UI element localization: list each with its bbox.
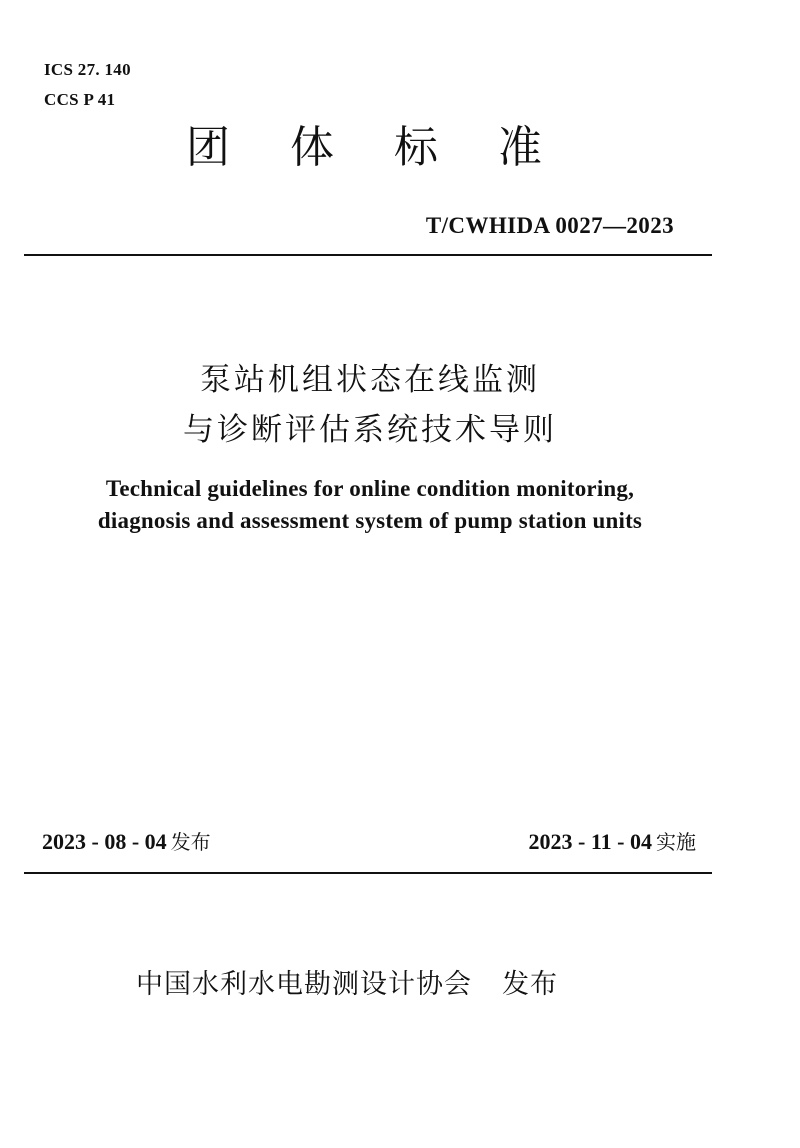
ccs-code: CCS P 41 [44, 90, 116, 109]
publisher-name: 中国水利水电勘测设计协会 [136, 969, 472, 1000]
bottom-divider [24, 872, 712, 874]
implementation-date-value: 2023 - 11 - 04 [528, 829, 652, 854]
english-title-line-1: Technical guidelines for online condition monitoring, [105, 476, 635, 501]
top-divider [24, 254, 712, 256]
english-title-line-2: diagnosis and assessment system of pump station units [97, 508, 643, 533]
publisher-line [136, 962, 558, 1001]
publisher-action: 发布 [502, 969, 558, 1000]
document-type-heading: 团体标准 [186, 122, 602, 173]
chinese-title-line-1: 泵站机组状态在线监测 [200, 362, 540, 398]
publish-date-label: 发布 [170, 830, 211, 854]
chinese-title-line-2: 与诊断评估系统技术导则 [183, 412, 557, 448]
publish-date [42, 826, 211, 855]
ics-code: ICS 27. 140 [44, 60, 131, 79]
publish-date-value: 2023 - 08 - 04 [42, 829, 167, 854]
standard-number: T/CWHIDA 0027—2023 [425, 213, 674, 238]
implementation-date-label: 实施 [656, 830, 696, 854]
implementation-date [529, 826, 696, 855]
